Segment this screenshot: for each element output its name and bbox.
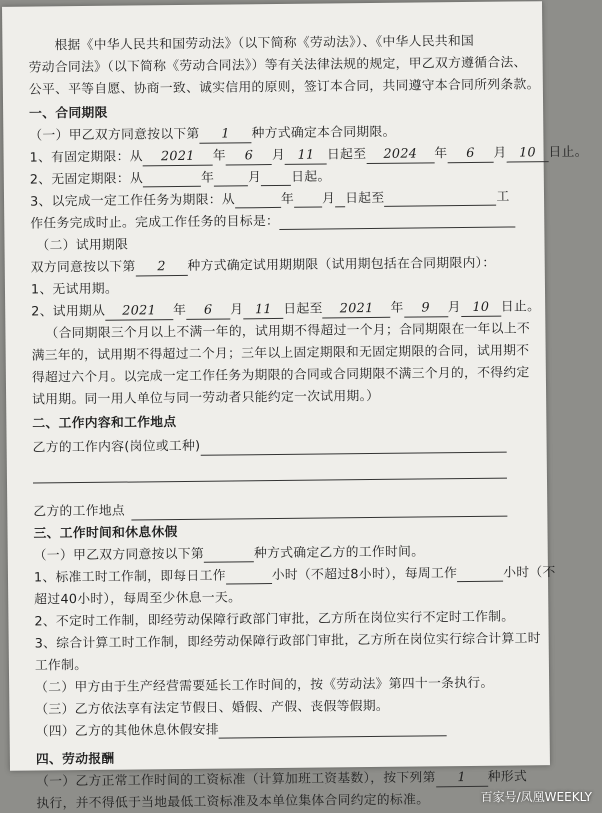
probation-period-line: 2、试用期从 2021 年 6 月 11 日起至 2021 年 9 月 10 日止。	[31, 299, 541, 320]
fixed-start-day: 11	[285, 147, 327, 164]
task-term-line: 3、以完成一定工作任务为期限：从 年 月 日起至 工	[29, 189, 510, 210]
work-content-blank-2	[33, 478, 507, 484]
fixed-end-day: 10	[506, 145, 548, 162]
probation-type-handwritten: 2	[135, 259, 187, 277]
probation-heading: （二）试用期限	[36, 237, 129, 254]
wage-form-handwritten: 1	[436, 770, 488, 788]
work-content-line: 乙方的工作内容(岗位或工种)	[32, 438, 201, 456]
flexible-hours-line: 2、不定时工作制，即经劳动保障行政部门审批，乙方所在岗位实行不定时工作制。	[34, 609, 515, 630]
probation-note-1: （合同期限三个月以上不满一年的，试用期不得超过一个月；合同期限在一年以上不	[45, 321, 531, 342]
standard-hours-line: 1、标准工时工作制，即每日工作 小时（不超过8小时），每周工作 小时（不	[33, 565, 556, 586]
work-location-line: 乙方的工作地点	[33, 503, 126, 520]
other-leave-line: （四）乙方的其他休息休假安排	[36, 719, 576, 741]
probation-start-year: 2021	[105, 303, 173, 321]
contract-type-line: （一）甲乙双方同意按以下第 1 种方式确定本合同期限。	[29, 124, 396, 144]
pay-standard-line-2: 执行，并不得低于当地最低工资标准及本单位集体合同约定的标准。	[36, 792, 430, 812]
probation-type-line: 双方同意按以下第 2 种方式确定试用期期限（试用期包括在合同期限内）：	[30, 255, 496, 276]
section-hours-heading: 三、工作时间和休息休假	[33, 525, 178, 542]
section-work-heading: 二、工作内容和工作地点	[32, 415, 177, 432]
section-contract-term-heading: 一、合同期限	[29, 105, 108, 122]
task-goal-line: 作任务完成时止。完成工作任务的目标是：	[30, 211, 570, 233]
section-pay-heading: 四、劳动报酬	[35, 751, 115, 768]
open-term-line: 2、无固定期限：从 年 月 日起。	[29, 169, 331, 188]
comprehensive-hours-line: 3、综合计算工时工作制，即经劳动保障行政部门审批，乙方所在岗位实行综合计算工时	[34, 631, 541, 652]
fixed-term-line: 1、有固定期限：从 2021 年 6 月 11 日起至 2024 年 6 月 10 日止。	[29, 144, 588, 166]
watermark: 百家号/凤凰WEEKLY	[480, 790, 592, 804]
probation-end-day: 10	[461, 300, 501, 317]
pay-standard-line: （一）乙方正常工作时间的工资标准（计算加班工资基数），按下列第 1 种形式	[36, 769, 528, 790]
hours-type-line: （一）甲乙双方同意按以下第 种方式确定乙方的工作时间。	[33, 544, 425, 564]
overtime-line: （二）甲方由于生产经营需要延长工作时间的，按《劳动法》第四十一条执行。	[35, 675, 494, 696]
probation-note-4: 试用期。同一用人单位与同一劳动者只能约定一次试用期。）	[32, 388, 380, 408]
fixed-start-year: 2021	[143, 149, 213, 167]
contract-type-handwritten: 1	[200, 126, 252, 144]
preamble-line-2: 劳动合同法》（以下简称《劳动合同法》）等有关法律法规的规定，甲乙双方遵循合法、	[28, 55, 527, 76]
fixed-start-month: 6	[226, 148, 272, 165]
preamble-line-3: 公平、平等自愿、协商一致、诚实信用的原则，签订本合同，共同遵守本合同所列条款。	[28, 77, 540, 98]
fixed-end-month: 6	[447, 146, 493, 163]
probation-note-3: 得超过六个月。以完成一定工作任务为期限的合同或合同期限不满三个月的，不得约定	[31, 365, 530, 386]
standard-hours-line-2: 超过40小时），每周至少休息一天。	[34, 590, 242, 608]
probation-start-month: 6	[186, 302, 230, 319]
probation-end-year: 2021	[323, 301, 391, 319]
no-probation-line: 1、无试用期。	[30, 281, 119, 298]
comprehensive-hours-line-2: 工作制。	[34, 657, 88, 674]
fixed-end-year: 2024	[366, 146, 434, 164]
preamble-line-1: 根据《中华人民共和国劳动法》（以下简称《劳动法》）、《中华人民共和国	[54, 33, 475, 54]
probation-note-2: 满三年的，试用期不得超过二个月；三年以上固定期限和无固定期限的合同，试用期不	[31, 343, 530, 364]
holidays-line: （三）乙方依法享有法定节假日、婚假、产假、丧假等假期。	[35, 698, 390, 718]
probation-start-day: 11	[243, 302, 283, 319]
probation-end-month: 9	[404, 300, 448, 317]
